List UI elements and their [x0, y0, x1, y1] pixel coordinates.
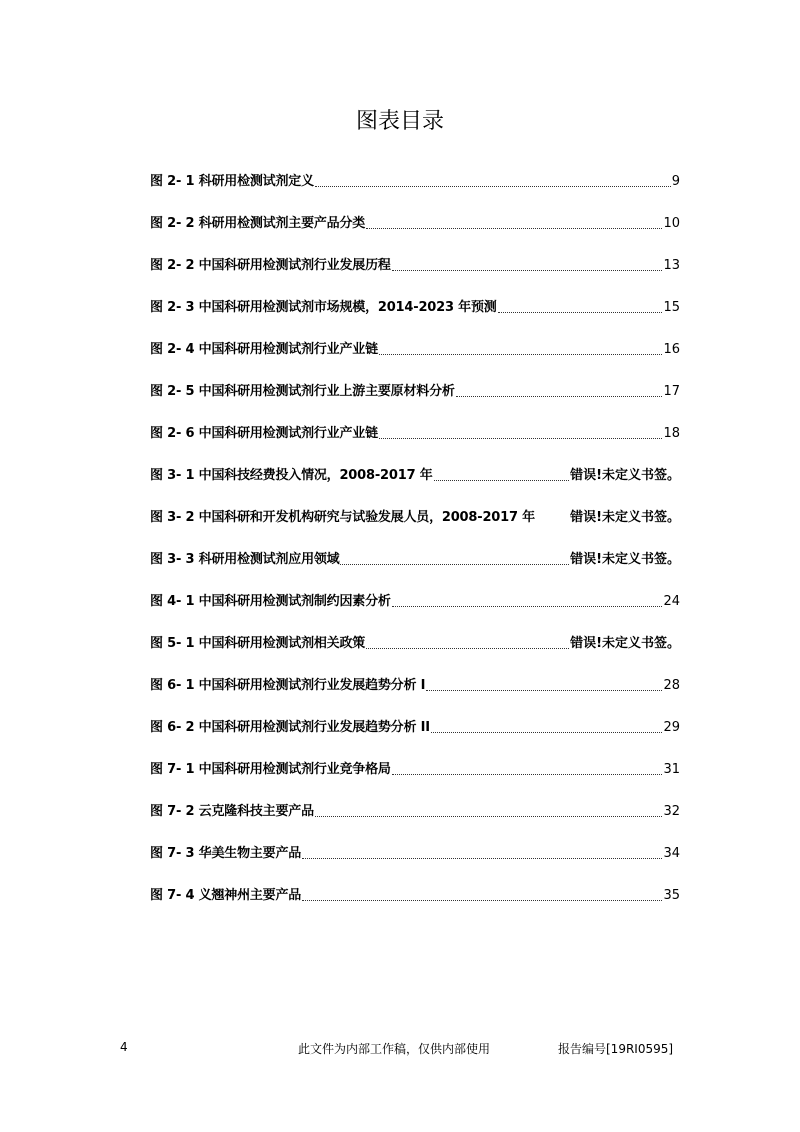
entry-page: 17: [663, 384, 680, 399]
dot-leader: [302, 857, 662, 859]
list-item[interactable]: [150, 360, 680, 402]
confidentiality-note: 此文件为内部工作稿，仅供内部使用: [298, 1042, 491, 1056]
entry-page: 10: [663, 216, 680, 231]
entry-page: 错误!未定义书签。: [570, 468, 680, 483]
dot-leader: [498, 311, 663, 313]
dot-leader: [366, 647, 569, 649]
list-item[interactable]: [150, 444, 680, 486]
entry-label: 图 5- 1 中国科研用检测试剂相关政策: [150, 636, 366, 651]
list-item[interactable]: [150, 192, 680, 234]
entry-page: 错误!未定义书签。: [570, 552, 680, 567]
entry-label: 图 2- 5 中国科研用检测试剂行业上游主要原材料分析: [150, 384, 455, 399]
dot-leader: [340, 563, 569, 565]
entry-page: 29: [663, 720, 680, 735]
list-item[interactable]: [150, 570, 680, 612]
entry-page: 错误!未定义书签。: [570, 636, 680, 651]
entry-label: 图 2- 1 科研用检测试剂定义: [150, 174, 314, 189]
entry-label: 图 2- 3 中国科研用检测试剂市场规模，2014-2023 年预测: [150, 300, 497, 315]
entry-page: 9: [671, 174, 680, 189]
entry-page: 13: [663, 258, 680, 273]
entry-label: 图 7- 1 中国科研用检测试剂行业竞争格局: [150, 762, 391, 777]
entry-page: 35: [663, 888, 680, 903]
entry-page: 15: [663, 300, 680, 315]
page-number: 4: [120, 1040, 128, 1054]
list-item[interactable]: [150, 696, 680, 738]
entry-label: 图 2- 6 中国科研用检测试剂行业产业链: [150, 426, 378, 441]
entry-label: 图 2- 2 中国科研用检测试剂行业发展历程: [150, 258, 391, 273]
entry-page: 31: [663, 762, 680, 777]
entry-label: 图 6- 2 中国科研用检测试剂行业发展趋势分析 II: [150, 720, 430, 735]
list-item[interactable]: [150, 402, 680, 444]
entry-label: 图 7- 3 华美生物主要产品: [150, 846, 302, 861]
dot-leader: [379, 353, 663, 355]
entry-label: 图 3- 2 中国科研和开发机构研究与试验发展人员，2008-2017 年: [150, 510, 535, 525]
list-item[interactable]: [150, 486, 680, 528]
entry-page: 24: [663, 594, 680, 609]
dot-leader: [392, 269, 663, 271]
dot-leader: [392, 605, 663, 607]
dot-leader: [315, 185, 671, 187]
entry-label: 图 4- 1 中国科研用检测试剂制约因素分析: [150, 594, 391, 609]
entry-page: 34: [663, 846, 680, 861]
report-id: 报告编号[19RI0595]: [558, 1042, 674, 1056]
list-item[interactable]: [150, 234, 680, 276]
entry-label: 图 2- 4 中国科研用检测试剂行业产业链: [150, 342, 378, 357]
dot-leader: [535, 527, 570, 528]
list-item[interactable]: [150, 318, 680, 360]
page-title: 图表目录: [355, 109, 444, 134]
entry-page: 错误!未定义书签。: [570, 510, 680, 525]
dot-leader: [456, 395, 663, 397]
entry-page: 28: [663, 678, 680, 693]
list-item[interactable]: [150, 612, 680, 654]
list-item[interactable]: [150, 150, 680, 192]
dot-leader: [315, 815, 663, 817]
dot-leader: [434, 479, 570, 481]
entry-label: 图 2- 2 科研用检测试剂主要产品分类: [150, 216, 366, 231]
figure-list: [150, 150, 680, 906]
list-item[interactable]: [150, 864, 680, 906]
list-item[interactable]: [150, 738, 680, 780]
entry-page: 32: [663, 804, 680, 819]
dot-leader: [302, 899, 662, 901]
entry-label: 图 7- 2 云克隆科技主要产品: [150, 804, 314, 819]
list-item[interactable]: [150, 822, 680, 864]
list-item[interactable]: [150, 276, 680, 318]
dot-leader: [366, 227, 662, 229]
list-item[interactable]: [150, 528, 680, 570]
list-item[interactable]: [150, 780, 680, 822]
dot-leader: [426, 689, 662, 691]
dot-leader: [431, 731, 663, 733]
entry-page: 16: [663, 342, 680, 357]
dot-leader: [392, 773, 663, 775]
entry-page: 18: [663, 426, 680, 441]
entry-label: 图 6- 1 中国科研用检测试剂行业发展趋势分析 I: [150, 678, 426, 693]
page-footer: [0, 1040, 800, 1060]
list-item[interactable]: [150, 654, 680, 696]
entry-label: 图 3- 1 中国科技经费投入情况，2008-2017 年: [150, 468, 433, 483]
dot-leader: [379, 437, 663, 439]
entry-label: 图 3- 3 科研用检测试剂应用领域: [150, 552, 340, 567]
entry-label: 图 7- 4 义翘神州主要产品: [150, 888, 302, 903]
